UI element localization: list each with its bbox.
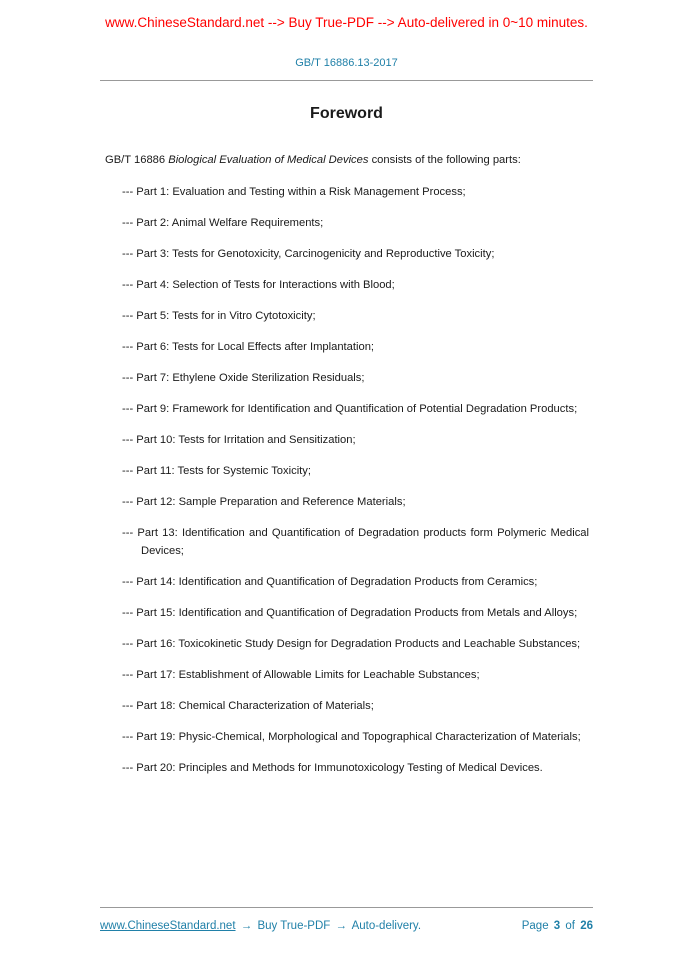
header-divider [100, 80, 593, 81]
part-item: --- Part 17: Establishment of Allowable Limits for Leachable Substances; [122, 669, 480, 681]
part-item: --- Part 4: Selection of Tests for Interactions with Blood; [122, 279, 395, 291]
arrow-right-icon: → [240, 920, 253, 932]
page-title: Foreword [310, 105, 383, 122]
part-item: --- Part 18: Chemical Characterization of Materials; [122, 700, 374, 712]
part-item: --- Part 19: Physic-Chemical, Morphological and Topographical Characterization of Materials; [122, 731, 581, 743]
part-item: --- Part 10: Tests for Irritation and Sensitization; [122, 434, 356, 446]
part-item: --- Part 16: Toxicokinetic Study Design for Degradation Products and Leachable Substances; [122, 638, 581, 650]
page-current: 3 [553, 920, 561, 932]
part-item: --- Part 5: Tests for in Vitro Cytotoxicity; [122, 310, 316, 322]
intro-prefix: GB/T 16886 [105, 154, 169, 166]
part-item: --- Part 15: Identification and Quantification of Degradation Products from Metals and Alloys; [122, 607, 578, 619]
page-of-label: of [565, 920, 575, 932]
purchase-banner: www.ChineseStandard.net --> Buy True-PDF --> Auto-delivered in 0~10 minutes. [105, 15, 588, 30]
part-item: --- Part 12: Sample Preparation and Reference Materials; [122, 496, 406, 508]
intro-paragraph [105, 151, 593, 169]
part-item: --- Part 9: Framework for Identification and Quantification of Potential Degradation Products; [122, 403, 578, 415]
part-item: --- Part 2: Animal Welfare Requirements; [122, 217, 324, 229]
part-item: --- Part 6: Tests for Local Effects after Implantation; [122, 341, 375, 353]
part-item: --- Part 20: Principles and Methods for Immunotoxicology Testing of Medical Devices. [122, 762, 543, 774]
part-item: --- Part 14: Identification and Quantification of Degradation Products from Ceramics; [122, 576, 538, 588]
footer-buy-text: Buy True-PDF [257, 920, 331, 932]
arrow-right-icon: → [335, 920, 347, 932]
page-label: Page [521, 920, 549, 932]
intro-suffix: consists of the following parts: [368, 154, 521, 166]
footer-delivery-text: Auto-delivery. [351, 920, 422, 932]
page-indicator [520, 918, 593, 934]
footer-promo [100, 918, 423, 934]
part-item: --- Part 13: Identification and Quantification of Degradation products form Polymeric Medical Devices; [122, 527, 589, 557]
part-item: --- Part 7: Ethylene Oxide Sterilization Residuals; [122, 372, 365, 384]
standard-number: GB/T 16886.13-2017 [295, 57, 398, 69]
footer-site-link[interactable]: www.ChineseStandard.net [100, 920, 236, 932]
parts-list [122, 183, 589, 777]
part-item: --- Part 3: Tests for Genotoxicity, Carcinogenicity and Reproductive Toxicity; [122, 248, 495, 260]
page-footer [100, 907, 593, 934]
intro-standard-title: Biological Evaluation of Medical Devices [168, 154, 369, 166]
part-item: --- Part 1: Evaluation and Testing within a Risk Management Process; [122, 186, 466, 198]
part-item: --- Part 11: Tests for Systemic Toxicity; [122, 465, 311, 477]
page-total: 26 [580, 920, 593, 932]
